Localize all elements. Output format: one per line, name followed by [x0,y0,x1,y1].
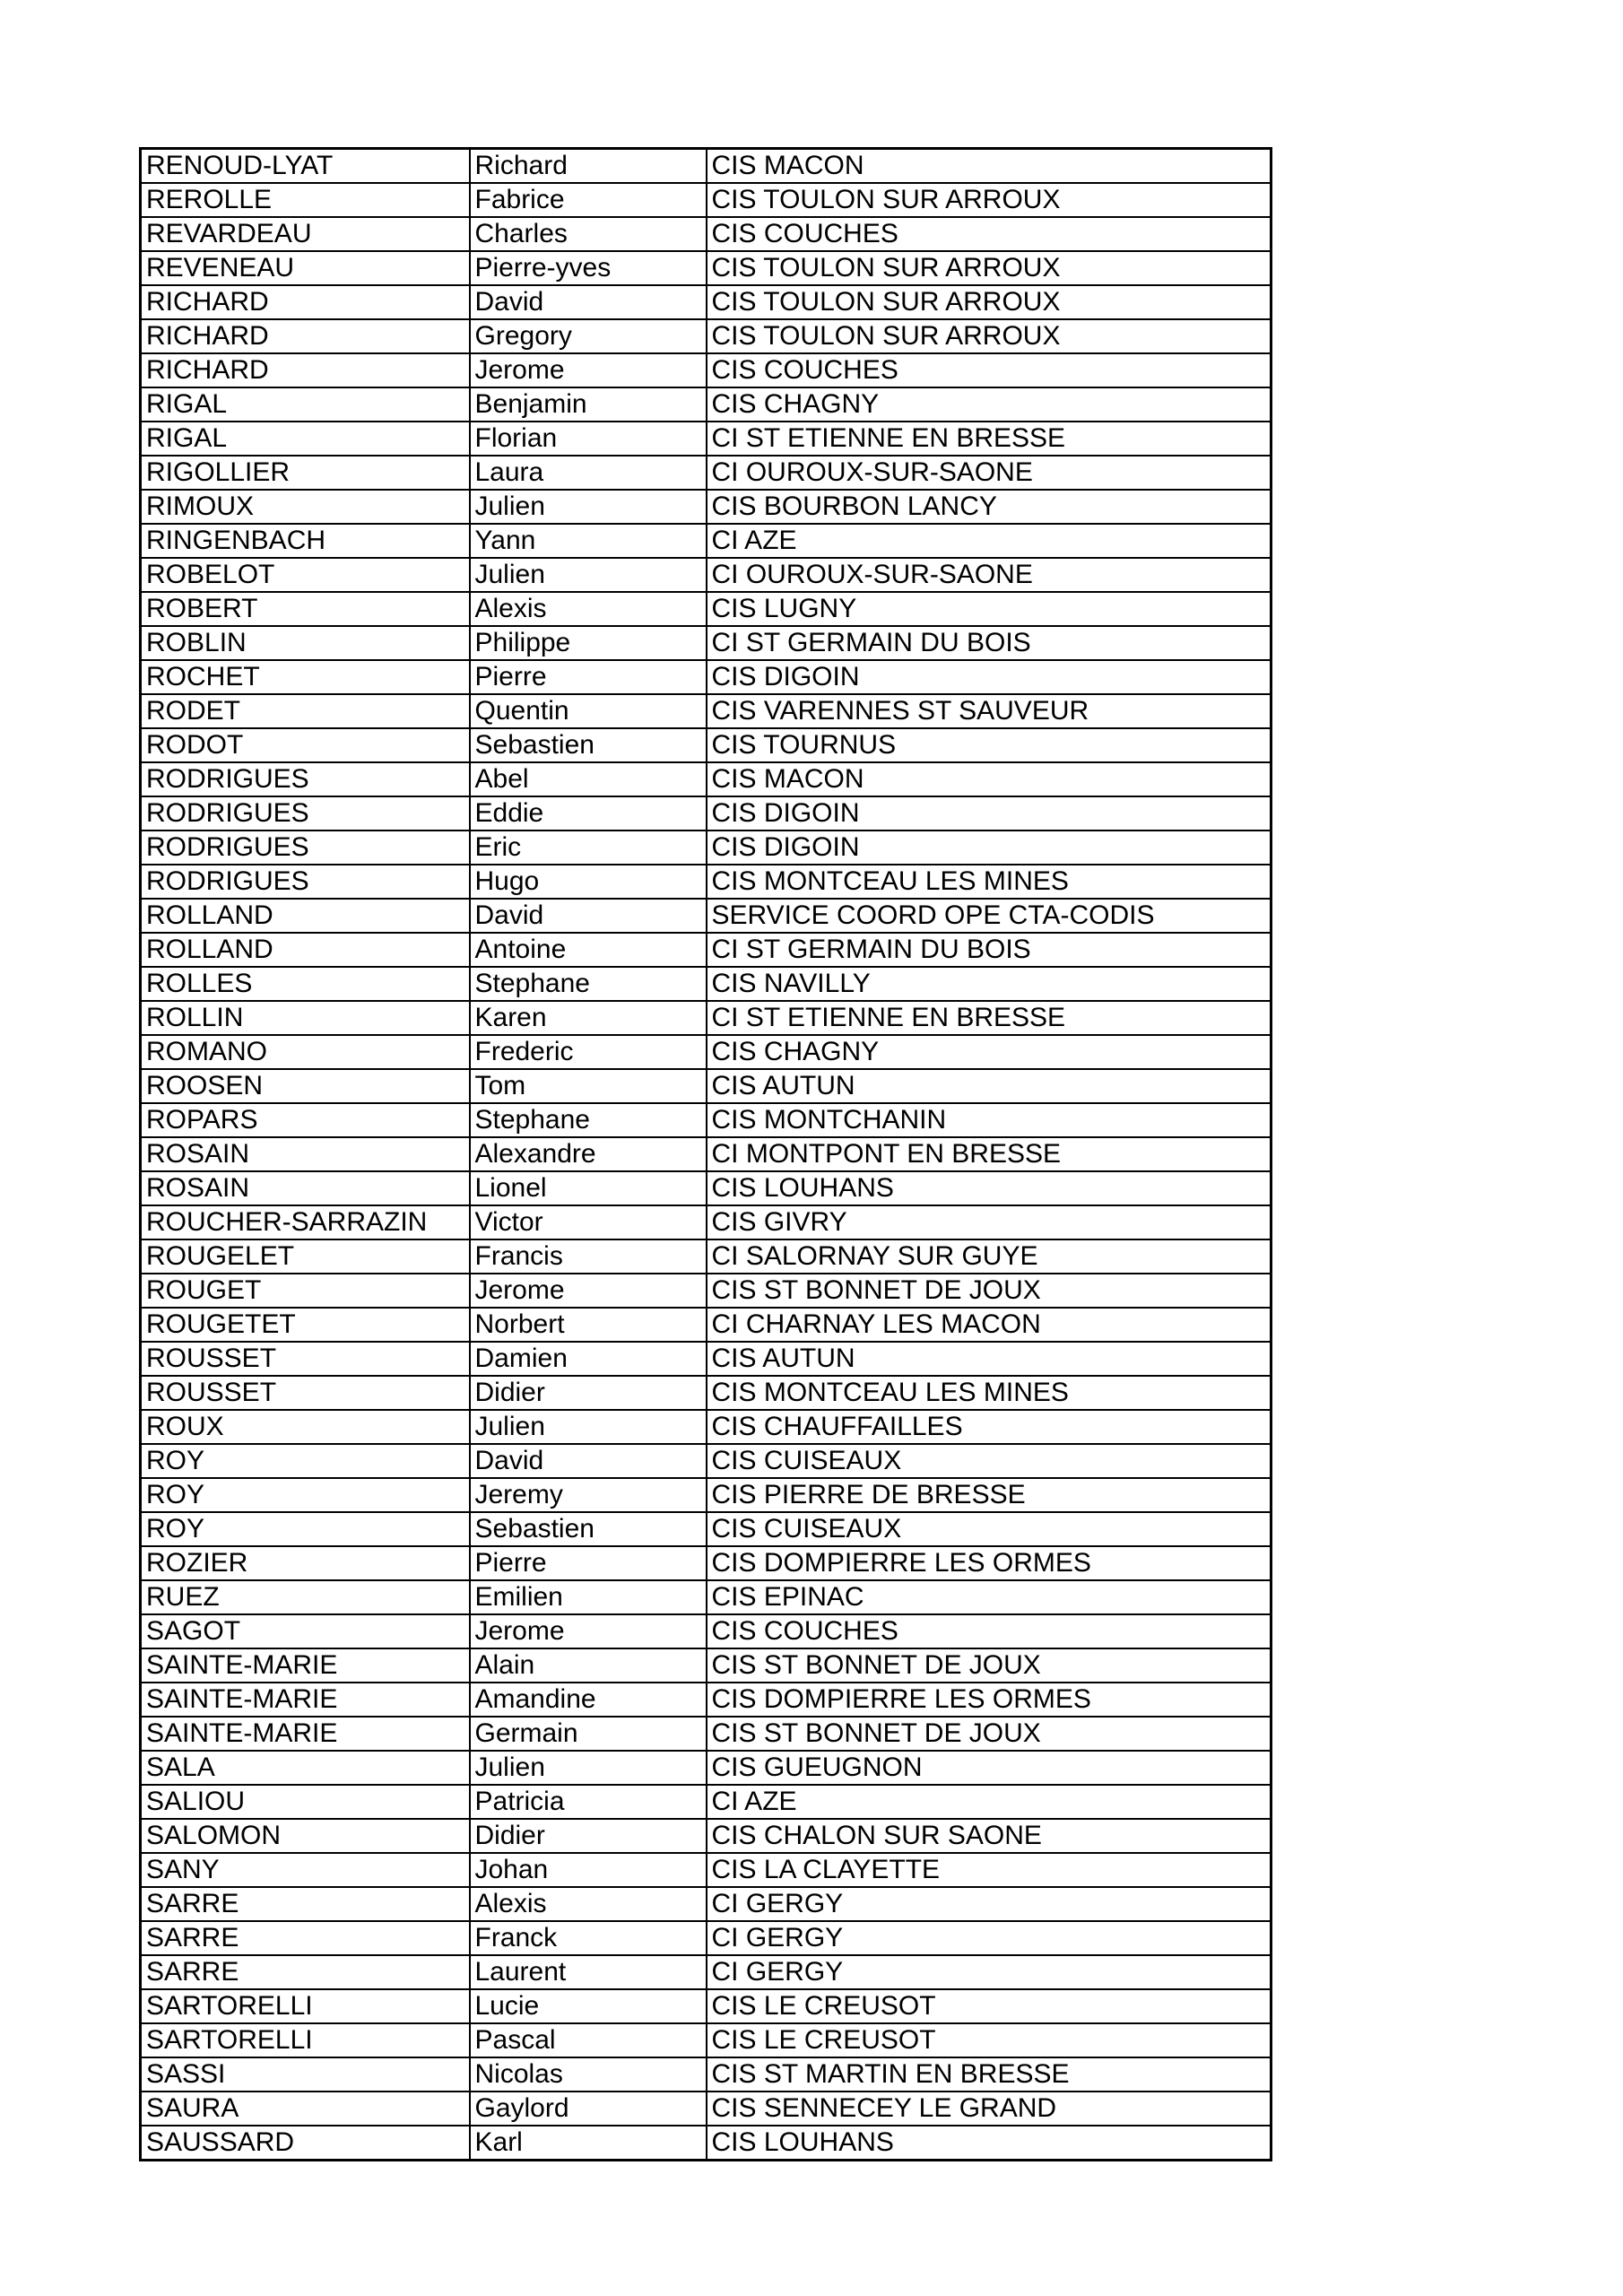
table-row [141,422,1271,456]
first-name-cell: Jerome [470,1274,707,1308]
first-name-cell: Charles [470,217,707,251]
last-name-cell: ROCHET [141,660,470,694]
first-name-cell: Pierre [470,660,707,694]
table-row [141,1853,1271,1887]
last-name-cell: ROBERT [141,592,470,626]
first-name-cell: Norbert [470,1308,707,1342]
table-row [141,660,1271,694]
table-row [141,1444,1271,1478]
first-name-cell: Emilien [470,1580,707,1614]
station-cell: CI ST ETIENNE EN BRESSE [707,422,1271,456]
table-row [141,1274,1271,1308]
last-name-cell: RIGAL [141,422,470,456]
first-name-cell: Julien [470,558,707,592]
table-row [141,2092,1271,2126]
station-cell: CI MONTPONT EN BRESSE [707,1137,1271,1171]
table-row [141,762,1271,796]
first-name-cell: Karl [470,2126,707,2161]
last-name-cell: SARRE [141,1887,470,1921]
station-cell: CIS CUISEAUX [707,1512,1271,1546]
table-row [141,1103,1271,1137]
last-name-cell: ROSAIN [141,1171,470,1205]
station-cell: CIS ST BONNET DE JOUX [707,1274,1271,1308]
table-row [141,1887,1271,1921]
last-name-cell: ROLLAND [141,933,470,967]
table-row [141,899,1271,933]
station-cell: CI ST ETIENNE EN BRESSE [707,1001,1271,1035]
last-name-cell: SAGOT [141,1614,470,1648]
station-cell: CIS DIGOIN [707,660,1271,694]
station-cell: CIS LE CREUSOT [707,2023,1271,2057]
first-name-cell: Patricia [470,1785,707,1819]
table-row [141,1478,1271,1512]
first-name-cell: Florian [470,422,707,456]
station-cell: CIS ST BONNET DE JOUX [707,1717,1271,1751]
first-name-cell: Didier [470,1819,707,1853]
first-name-cell: Gregory [470,319,707,353]
table-row [141,1819,1271,1853]
station-cell: CI CHARNAY LES MACON [707,1308,1271,1342]
table-row [141,1785,1271,1819]
personnel-table [139,147,1272,2161]
first-name-cell: David [470,1444,707,1478]
first-name-cell: Tom [470,1069,707,1103]
last-name-cell: REVENEAU [141,251,470,285]
first-name-cell: Alexandre [470,1137,707,1171]
last-name-cell: SAUSSARD [141,2126,470,2161]
last-name-cell: ROUSSET [141,1342,470,1376]
last-name-cell: RODRIGUES [141,762,470,796]
last-name-cell: ROY [141,1512,470,1546]
last-name-cell: SAINTE-MARIE [141,1717,470,1751]
table-row [141,1035,1271,1069]
first-name-cell: Damien [470,1342,707,1376]
station-cell: CI AZE [707,524,1271,558]
first-name-cell: Fabrice [470,183,707,217]
first-name-cell: Johan [470,1853,707,1887]
table-row [141,831,1271,865]
last-name-cell: ROUGELET [141,1239,470,1274]
station-cell: CIS ST MARTIN EN BRESSE [707,2057,1271,2092]
table-row [141,1989,1271,2023]
station-cell: CIS AUTUN [707,1069,1271,1103]
table-row [141,149,1271,184]
last-name-cell: SAINTE-MARIE [141,1683,470,1717]
table-row [141,524,1271,558]
last-name-cell: ROLLES [141,967,470,1001]
first-name-cell: Lucie [470,1989,707,2023]
first-name-cell: Germain [470,1717,707,1751]
first-name-cell: Lionel [470,1171,707,1205]
first-name-cell: Pierre [470,1546,707,1580]
first-name-cell: Nicolas [470,2057,707,2092]
first-name-cell: Hugo [470,865,707,899]
first-name-cell: David [470,899,707,933]
first-name-cell: Sebastien [470,728,707,762]
last-name-cell: RODRIGUES [141,796,470,831]
table-row [141,1648,1271,1683]
first-name-cell: Julien [470,490,707,524]
station-cell: CIS LOUHANS [707,2126,1271,2161]
table-row [141,1512,1271,1546]
last-name-cell: RUEZ [141,1580,470,1614]
first-name-cell: Eddie [470,796,707,831]
table-row [141,1614,1271,1648]
station-cell: CIS NAVILLY [707,967,1271,1001]
table-row [141,1410,1271,1444]
first-name-cell: Jeremy [470,1478,707,1512]
first-name-cell: Francis [470,1239,707,1274]
station-cell: CIS LOUHANS [707,1171,1271,1205]
table-row [141,2023,1271,2057]
last-name-cell: RIGOLLIER [141,456,470,490]
last-name-cell: ROZIER [141,1546,470,1580]
first-name-cell: Laura [470,456,707,490]
table-row [141,592,1271,626]
station-cell: CIS AUTUN [707,1342,1271,1376]
last-name-cell: ROSAIN [141,1137,470,1171]
table-row [141,490,1271,524]
last-name-cell: RINGENBACH [141,524,470,558]
last-name-cell: RIMOUX [141,490,470,524]
station-cell: CI GERGY [707,1887,1271,1921]
first-name-cell: Eric [470,831,707,865]
station-cell: CI OUROUX-SUR-SAONE [707,456,1271,490]
last-name-cell: ROUGETET [141,1308,470,1342]
station-cell: CI GERGY [707,1955,1271,1989]
first-name-cell: Frederic [470,1035,707,1069]
personnel-table-body [141,149,1271,2161]
last-name-cell: RENOUD-LYAT [141,149,470,184]
table-row [141,456,1271,490]
station-cell: SERVICE COORD OPE CTA-CODIS [707,899,1271,933]
last-name-cell: RODET [141,694,470,728]
last-name-cell: SANY [141,1853,470,1887]
last-name-cell: SASSI [141,2057,470,2092]
last-name-cell: RODRIGUES [141,831,470,865]
first-name-cell: David [470,285,707,319]
table-row [141,1171,1271,1205]
first-name-cell: Benjamin [470,387,707,422]
last-name-cell: RICHARD [141,319,470,353]
last-name-cell: ROPARS [141,1103,470,1137]
station-cell: CIS CHAGNY [707,387,1271,422]
station-cell: CIS LE CREUSOT [707,1989,1271,2023]
station-cell: CIS MACON [707,762,1271,796]
table-row [141,1683,1271,1717]
last-name-cell: RODRIGUES [141,865,470,899]
last-name-cell: ROY [141,1478,470,1512]
last-name-cell: ROLLAND [141,899,470,933]
station-cell: CIS DIGOIN [707,796,1271,831]
station-cell: CIS BOURBON LANCY [707,490,1271,524]
station-cell: CIS MONTCHANIN [707,1103,1271,1137]
first-name-cell: Alexis [470,1887,707,1921]
station-cell: CIS TOULON SUR ARROUX [707,319,1271,353]
first-name-cell: Jerome [470,353,707,387]
last-name-cell: SAURA [141,2092,470,2126]
station-cell: CIS COUCHES [707,217,1271,251]
first-name-cell: Quentin [470,694,707,728]
station-cell: CIS CUISEAUX [707,1444,1271,1478]
table-row [141,1001,1271,1035]
station-cell: CI AZE [707,1785,1271,1819]
station-cell: CIS GIVRY [707,1205,1271,1239]
table-row [141,694,1271,728]
table-row [141,1376,1271,1410]
last-name-cell: SARTORELLI [141,1989,470,2023]
table-row [141,728,1271,762]
table-row [141,1342,1271,1376]
last-name-cell: RICHARD [141,353,470,387]
table-row [141,183,1271,217]
first-name-cell: Richard [470,149,707,184]
station-cell: CI ST GERMAIN DU BOIS [707,626,1271,660]
table-row [141,865,1271,899]
station-cell: CIS LUGNY [707,592,1271,626]
last-name-cell: ROBLIN [141,626,470,660]
last-name-cell: ROUSSET [141,1376,470,1410]
last-name-cell: ROMANO [141,1035,470,1069]
first-name-cell: Abel [470,762,707,796]
last-name-cell: ROUX [141,1410,470,1444]
station-cell: CIS SENNECEY LE GRAND [707,2092,1271,2126]
last-name-cell: RICHARD [141,285,470,319]
last-name-cell: ROLLIN [141,1001,470,1035]
table-row [141,933,1271,967]
last-name-cell: ROUGET [141,1274,470,1308]
station-cell: CIS DOMPIERRE LES ORMES [707,1683,1271,1717]
last-name-cell: SARRE [141,1955,470,1989]
station-cell: CIS VARENNES ST SAUVEUR [707,694,1271,728]
first-name-cell: Amandine [470,1683,707,1717]
station-cell: CI GERGY [707,1921,1271,1955]
table-row [141,387,1271,422]
station-cell: CIS LA CLAYETTE [707,1853,1271,1887]
first-name-cell: Didier [470,1376,707,1410]
station-cell: CIS DIGOIN [707,831,1271,865]
table-row [141,217,1271,251]
last-name-cell: REROLLE [141,183,470,217]
station-cell: CI OUROUX-SUR-SAONE [707,558,1271,592]
first-name-cell: Pierre-yves [470,251,707,285]
station-cell: CIS TOURNUS [707,728,1271,762]
table-row [141,285,1271,319]
station-cell: CIS MACON [707,149,1271,184]
first-name-cell: Franck [470,1921,707,1955]
last-name-cell: SARTORELLI [141,2023,470,2057]
last-name-cell: ROY [141,1444,470,1478]
first-name-cell: Alain [470,1648,707,1683]
station-cell: CIS COUCHES [707,1614,1271,1648]
first-name-cell: Alexis [470,592,707,626]
first-name-cell: Pascal [470,2023,707,2057]
table-row [141,1921,1271,1955]
station-cell: CIS CHAUFFAILLES [707,1410,1271,1444]
first-name-cell: Julien [470,1410,707,1444]
first-name-cell: Victor [470,1205,707,1239]
table-row [141,1205,1271,1239]
station-cell: CI SALORNAY SUR GUYE [707,1239,1271,1274]
station-cell: CIS MONTCEAU LES MINES [707,865,1271,899]
last-name-cell: ROOSEN [141,1069,470,1103]
table-row [141,2057,1271,2092]
table-row [141,796,1271,831]
station-cell: CIS TOULON SUR ARROUX [707,183,1271,217]
station-cell: CIS GUEUGNON [707,1751,1271,1785]
table-row [141,353,1271,387]
station-cell: CI ST GERMAIN DU BOIS [707,933,1271,967]
last-name-cell: ROBELOT [141,558,470,592]
table-row [141,1069,1271,1103]
table-row [141,1717,1271,1751]
table-row [141,1137,1271,1171]
first-name-cell: Stephane [470,967,707,1001]
last-name-cell: SALA [141,1751,470,1785]
last-name-cell: SARRE [141,1921,470,1955]
table-row [141,319,1271,353]
first-name-cell: Stephane [470,1103,707,1137]
first-name-cell: Laurent [470,1955,707,1989]
first-name-cell: Philippe [470,626,707,660]
station-cell: CIS TOULON SUR ARROUX [707,251,1271,285]
last-name-cell: SALOMON [141,1819,470,1853]
station-cell: CIS TOULON SUR ARROUX [707,285,1271,319]
first-name-cell: Karen [470,1001,707,1035]
first-name-cell: Antoine [470,933,707,967]
last-name-cell: SALIOU [141,1785,470,1819]
last-name-cell: ROUCHER-SARRAZIN [141,1205,470,1239]
station-cell: CIS COUCHES [707,353,1271,387]
first-name-cell: Yann [470,524,707,558]
last-name-cell: RODOT [141,728,470,762]
table-row [141,1751,1271,1785]
station-cell: CIS EPINAC [707,1580,1271,1614]
last-name-cell: REVARDEAU [141,217,470,251]
table-row [141,1580,1271,1614]
table-row [141,1546,1271,1580]
station-cell: CIS MONTCEAU LES MINES [707,1376,1271,1410]
station-cell: CIS DOMPIERRE LES ORMES [707,1546,1271,1580]
table-row [141,1239,1271,1274]
last-name-cell: RIGAL [141,387,470,422]
table-row [141,967,1271,1001]
first-name-cell: Jerome [470,1614,707,1648]
station-cell: CIS CHALON SUR SAONE [707,1819,1271,1853]
station-cell: CIS CHAGNY [707,1035,1271,1069]
table-row [141,626,1271,660]
last-name-cell: SAINTE-MARIE [141,1648,470,1683]
table-row [141,2126,1271,2161]
table-row [141,1955,1271,1989]
first-name-cell: Sebastien [470,1512,707,1546]
table-row [141,558,1271,592]
first-name-cell: Gaylord [470,2092,707,2126]
station-cell: CIS PIERRE DE BRESSE [707,1478,1271,1512]
table-row [141,251,1271,285]
first-name-cell: Julien [470,1751,707,1785]
table-row [141,1308,1271,1342]
station-cell: CIS ST BONNET DE JOUX [707,1648,1271,1683]
